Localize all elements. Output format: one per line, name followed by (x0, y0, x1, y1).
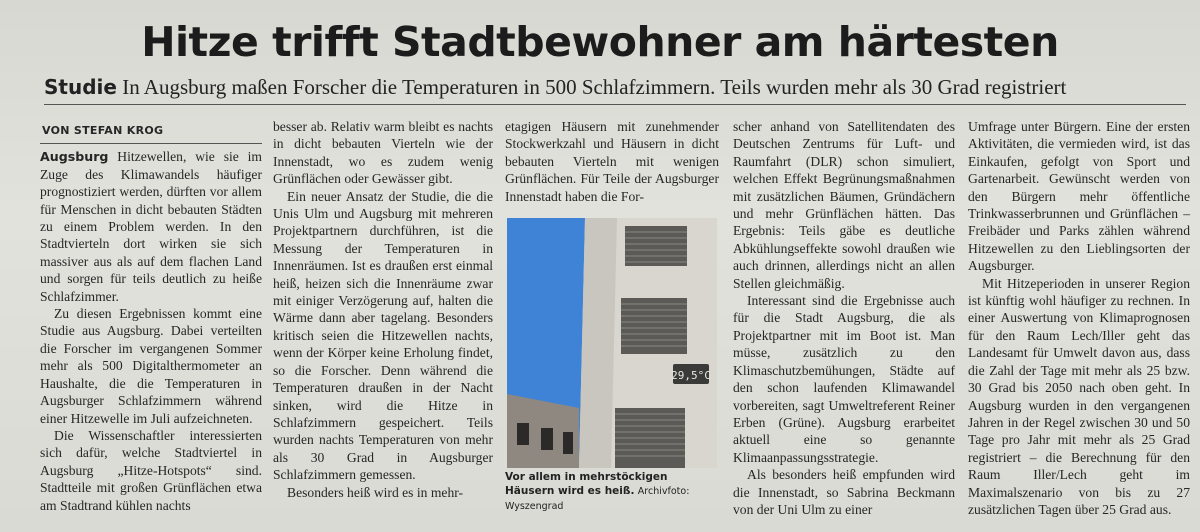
kicker: Studie (44, 75, 117, 99)
paragraph-5-cont: etagigen Häusern mit zunehmender Stockwerkzahl und Häusern in dicht bebauten Vierteln mit wenigen Grünflächen. Für Teile der Augsburger Innenstadt haben die For- (505, 119, 719, 204)
dateline: Augsburg (40, 149, 109, 165)
paragraph-2: Zu diesen Ergebnissen kommt eine Studie aus Augsburg. Dabei verteilten die Forscher im vergangenen Sommer mehr als 500 Digitalthermometer an Haushalte, die die Temperaturen in Augsburger Schlafzimmern während einer Hitzewelle im Juli aufzeichneten. (40, 306, 262, 426)
article-column-5 (968, 118, 1190, 518)
article-column-1 (40, 118, 262, 514)
building-photo-illustration (507, 218, 717, 468)
paragraph-4: Ein neuer Ansatz der Studie, die die Unis Ulm und Augsburg mit mehreren Projektpartnern durchführen, ist die Messung der Temperaturen in Innenräumen. Ist es draußen erst einmal heiß, heizen sich die Innenräume zwar mit einiger Verzögerung auf, halten die Wärme dann aber tagelang. Besonders kritisch seien die Hitzewellen nachts, wenn der Körper keine Erholung findet, so die Forscher. Denn während die Temperaturen draußen in der Nacht sinken, wird die Hitze in Schlafzimmern gespeichert. Teils wurden nachts Temperaturen von mehr als 30 Grad in Augsburger Schlafzimmern gemessen. (273, 188, 493, 483)
article-photo (507, 218, 717, 468)
photo-caption (505, 470, 719, 514)
paragraph-6: Interessant sind die Ergebnisse auch für die Stadt Augsburg, die als Projektpartner mit im Boot ist. Man müsse, zusätzlich zu den Klimaschutzbemühungen, Städte auf den schon laufenden Klimawandel vorbereiten, sagt Umweltreferent Reiner Erben (Grüne). Augsburg erarbeitet aktuell eine so genannte Klimaanpassungsstrategie. (733, 293, 955, 465)
paragraph-1-text: Hitzewellen, wie sie im Zuge des Klimawandels häufiger prognostiziert werden, dürften vor allem für Menschen in dicht bebauten Städten zu einem Problem werden. In den Stadtvierteln dort wirken sie sich massiver aus als auf dem flachen Land und sorgen für teils deutlich zu heiße Schlafzimmer. (40, 149, 262, 304)
paragraph-8: Mit Hitzeperioden in unserer Region ist künftig wohl häufiger zu rechnen. In einer Auswertung von Klimaprognosen für den Raum Lech/Iller geht das Landesamt für Umwelt davon aus, dass die Zahl der Tage mit mehr als 25 bzw. 30 Grad bis 2050 nach oben geht. In Augsburg wurden in den vergangenen Jahren in der Regel zwischen 30 und 50 Tage pro Jahr mit mehr als 25 Grad registriert – die Berechnung für den Raum Iller/Lech geht im Maximalszenario von bis zu 27 zusätzlichen Tagen über 25 Grad aus. (968, 275, 1190, 517)
divider (44, 104, 1186, 105)
article-column-4 (733, 118, 955, 518)
paragraph-3-cont: besser ab. Relativ warm bleibt es nachts in dicht bebauten Vierteln wie der Innenstadt, wo es zudem wenig Grünflächen oder Gewässer gibt. (273, 119, 493, 187)
article-column-3 (505, 118, 719, 205)
byline: VON STEFAN KROG (40, 118, 262, 144)
paragraph-7: Als besonders heiß empfunden wird die Innenstadt, so Sabrina Beckmann von der Uni Ulm zu einer (733, 467, 955, 517)
photo-credit: Archivfoto: Wyszengrad (505, 486, 690, 512)
paragraph-7-cont: Umfrage unter Bürgern. Eine der ersten Aktivitäten, die vermieden wird, ist das Einkaufen, gefolgt von Sport und Gartenarbeit. Gewünscht werden von den Bürgern mehr öffentliche Trinkwasserbrunnen und Grünflächen – Freibäder und Parks zählen während Hitzewellen zu den Lieblingsorten der Augsburger. (968, 119, 1190, 274)
paragraph-3: Die Wissenschaftler interessierten sich dafür, welche Stadtviertel in Augsburg „Hitze-Hotspots“ sind. Stadtteile mit großen Grünflächen etwa am Stadtrand kühlen nachts (40, 427, 262, 513)
subheadline (44, 74, 1190, 100)
paragraph-5: Besonders heiß wird es in mehr- (287, 484, 464, 500)
paragraph-1 (40, 148, 262, 305)
thermometer-reading: 29,5°C (671, 369, 711, 382)
article-column-2 (273, 118, 493, 501)
subheadline-text: In Augsburg maßen Forscher die Temperaturen in 500 Schlafzimmern. Teils wurden mehr als 30 Grad registriert (122, 75, 1067, 99)
caption-text: Vor allem in mehrstöckigen Häusern wird es heiß. (505, 471, 668, 497)
headline: Hitze trifft Stadtbewohner am härtesten (141, 18, 1059, 66)
paragraph-5-cont-2: scher anhand von Satellitendaten des Deutschen Zentrums für Luft- und Raumfahrt (DLR) schon simuliert, welchen Effekt Begrünungsmaßnahmen mit zusätzlichen Bäumen, Gründächern und mehr Grünflächen hätten. Das Ergebnis: Teils gäbe es deutliche Abkühlungseffekte sowohl draußen wie auch drinnen, allerdings nicht an allen Stellen gleichmäßig. (733, 119, 955, 291)
